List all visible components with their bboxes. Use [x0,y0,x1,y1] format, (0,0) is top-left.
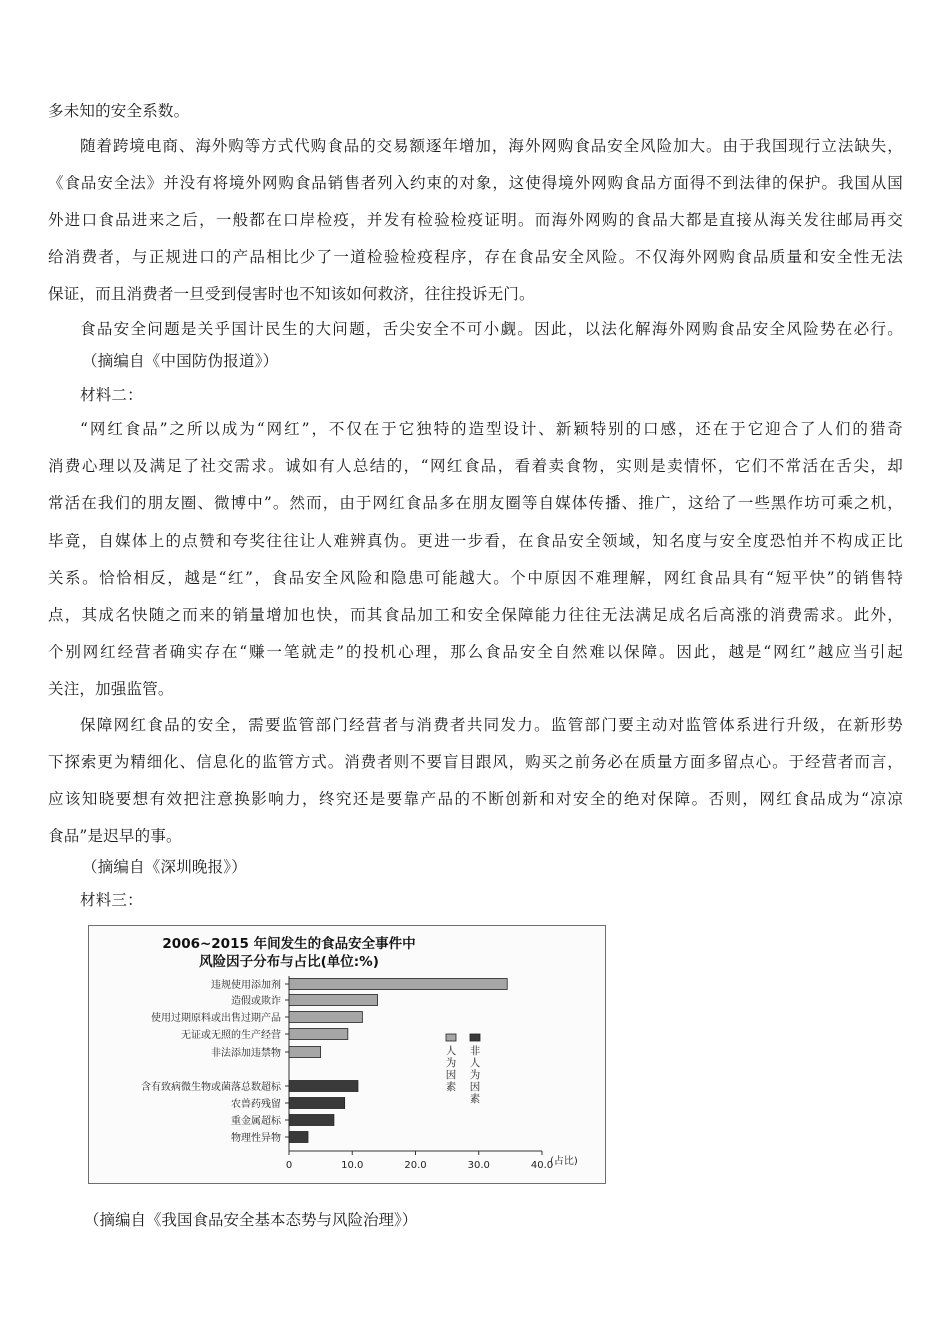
paragraph-line: 常活在我们的朋友圈、微博中”。然而，由于网红食品多在朋友圈等自媒体传播、推广，这给了一些黑作坊可乘之机， [48,494,903,512]
bar-human-factor [289,1047,321,1058]
legend-swatch-human [446,1034,456,1041]
material-heading: 材料三： [80,891,143,909]
chart-caption: （摘编自《我国食品安全基本态势与风险治理》） [84,1211,418,1229]
bar-nonhuman-factor [289,1132,308,1143]
paragraph-line: 下探索更为精细化、信息化的监管方式。消费者则不要盲目跟风，购买之前务必在质量方面多留点心。于经营者而言， [48,753,903,771]
paragraph-line: 消费心理以及满足了社交需求。诚如有人总结的，“网红食品，看着卖食物，实则是卖情怀，它们不常活在舌尖，却 [48,457,903,475]
material-heading: 材料二： [80,386,143,404]
paragraph-line: 多未知的安全系数。 [48,102,190,120]
x-tick-label: 40.0 [530,1160,554,1171]
paragraph-line: 关注，加强监管。 [48,680,174,698]
category-label: 使用过期原料或出售过期产品 [151,1013,281,1024]
paragraph-line: 外进口食品进来之后，一般都在口岸检疫，并发有检验检疫证明。而海外网购的食品大都是直接从海关发往邮局再交 [48,211,903,229]
x-tick-label: 20.0 [404,1160,427,1171]
x-unit-label: (占比) [550,1156,578,1167]
legend-label-human: 人为因素 [445,1045,457,1093]
bar-nonhuman-factor [289,1098,345,1109]
bar-human-factor [289,995,378,1006]
category-label: 违规使用添加剂 [211,980,281,991]
legend-swatch-nonhuman [470,1034,480,1041]
risk-factor-chart [88,925,606,1184]
source-citation: （摘编自《中国防伪报道》） [82,352,279,370]
bar-nonhuman-factor [289,1115,334,1126]
chart-title-line: 风险因子分布与占比(单位:%) [199,954,379,970]
category-label: 无证或无照的生产经营 [181,1030,281,1041]
category-label: 含有致病微生物或菌落总数超标 [141,1082,281,1093]
bar-human-factor [289,1012,362,1023]
source-citation: （摘编自《深圳晚报》） [82,858,247,876]
chart-title-line: 2006~2015 年间发生的食品安全事件中 [162,936,416,952]
paragraph-line: 保证，而且消费者一旦受到侵害时也不知该如何救济，往往投诉无门。 [48,285,535,303]
legend-label-nonhuman: 非人为因素 [469,1045,481,1105]
paragraph-line: 毕竟，自媒体上的点赞和夸奖往往让人难辨真伪。更进一步看，在食品安全领域，知名度与安全度恐怕并不构成正比 [48,532,903,550]
bar-nonhuman-factor [289,1081,358,1092]
paragraph-line: 点，其成名快随之而来的销量增加也快，而其食品加工和安全保障能力往往无法满足成名后高涨的消费需求。此外， [48,606,903,624]
paragraph-line: 食品安全问题是关乎国计民生的大问题，舌尖安全不可小觑。因此，以法化解海外网购食品安全风险势在必行。 [80,320,903,338]
x-tick-label: 10.0 [341,1160,364,1171]
paragraph-line: 保障网红食品的安全，需要监管部门经营者与消费者共同发力。监管部门要主动对监管体系进行升级，在新形势 [80,716,903,734]
x-tick-label: 30.0 [467,1160,490,1171]
paragraph-line: 食品”是迟早的事。 [48,827,182,845]
bar-human-factor [289,979,507,990]
category-label: 非法添加违禁物 [211,1048,281,1059]
paragraph-line: 个别网红经营者确实存在“赚一笔就走”的投机心理，那么食品安全自然难以保障。因此，越是“网红”越应当引起 [48,643,903,661]
paragraph-line: 随着跨境电商、海外购等方式代购食品的交易额逐年增加，海外网购食品安全风险加大。由于我国现行立法缺失， [80,137,903,155]
x-tick-label: 0 [285,1160,293,1171]
paragraph-line: 关系。恰恰相反，越是“红”，食品安全风险和隐患可能越大。个中原因不难理解，网红食品具有“短平快”的销售特 [48,569,903,587]
bar-human-factor [289,1029,348,1040]
paragraph-line: 应该知晓要想有效把注意换影响力，终究还是要靠产品的不断创新和对安全的绝对保障。否则，网红食品成为“凉凉 [48,790,903,808]
category-label: 造假或欺诈 [231,996,281,1007]
category-label: 物理性异物 [231,1133,281,1144]
paragraph-line: 《食品安全法》并没有将境外网购食品销售者列入约束的对象，这使得境外网购食品方面得不到法律的保护。我国从国 [48,174,903,192]
paragraph-line: “网红食品”之所以成为“网红”，不仅在于它独特的造型设计、新颖特别的口感，还在于它迎合了人们的猎奇 [80,420,903,438]
paragraph-line: 给消费者，与正规进口的产品相比少了一道检验检疫程序，存在食品安全风险。不仅海外网购食品质量和安全性无法 [48,248,903,266]
category-label: 重金属超标 [231,1116,281,1127]
bar-chart-svg [89,926,605,1183]
category-label: 农兽药残留 [231,1099,281,1110]
